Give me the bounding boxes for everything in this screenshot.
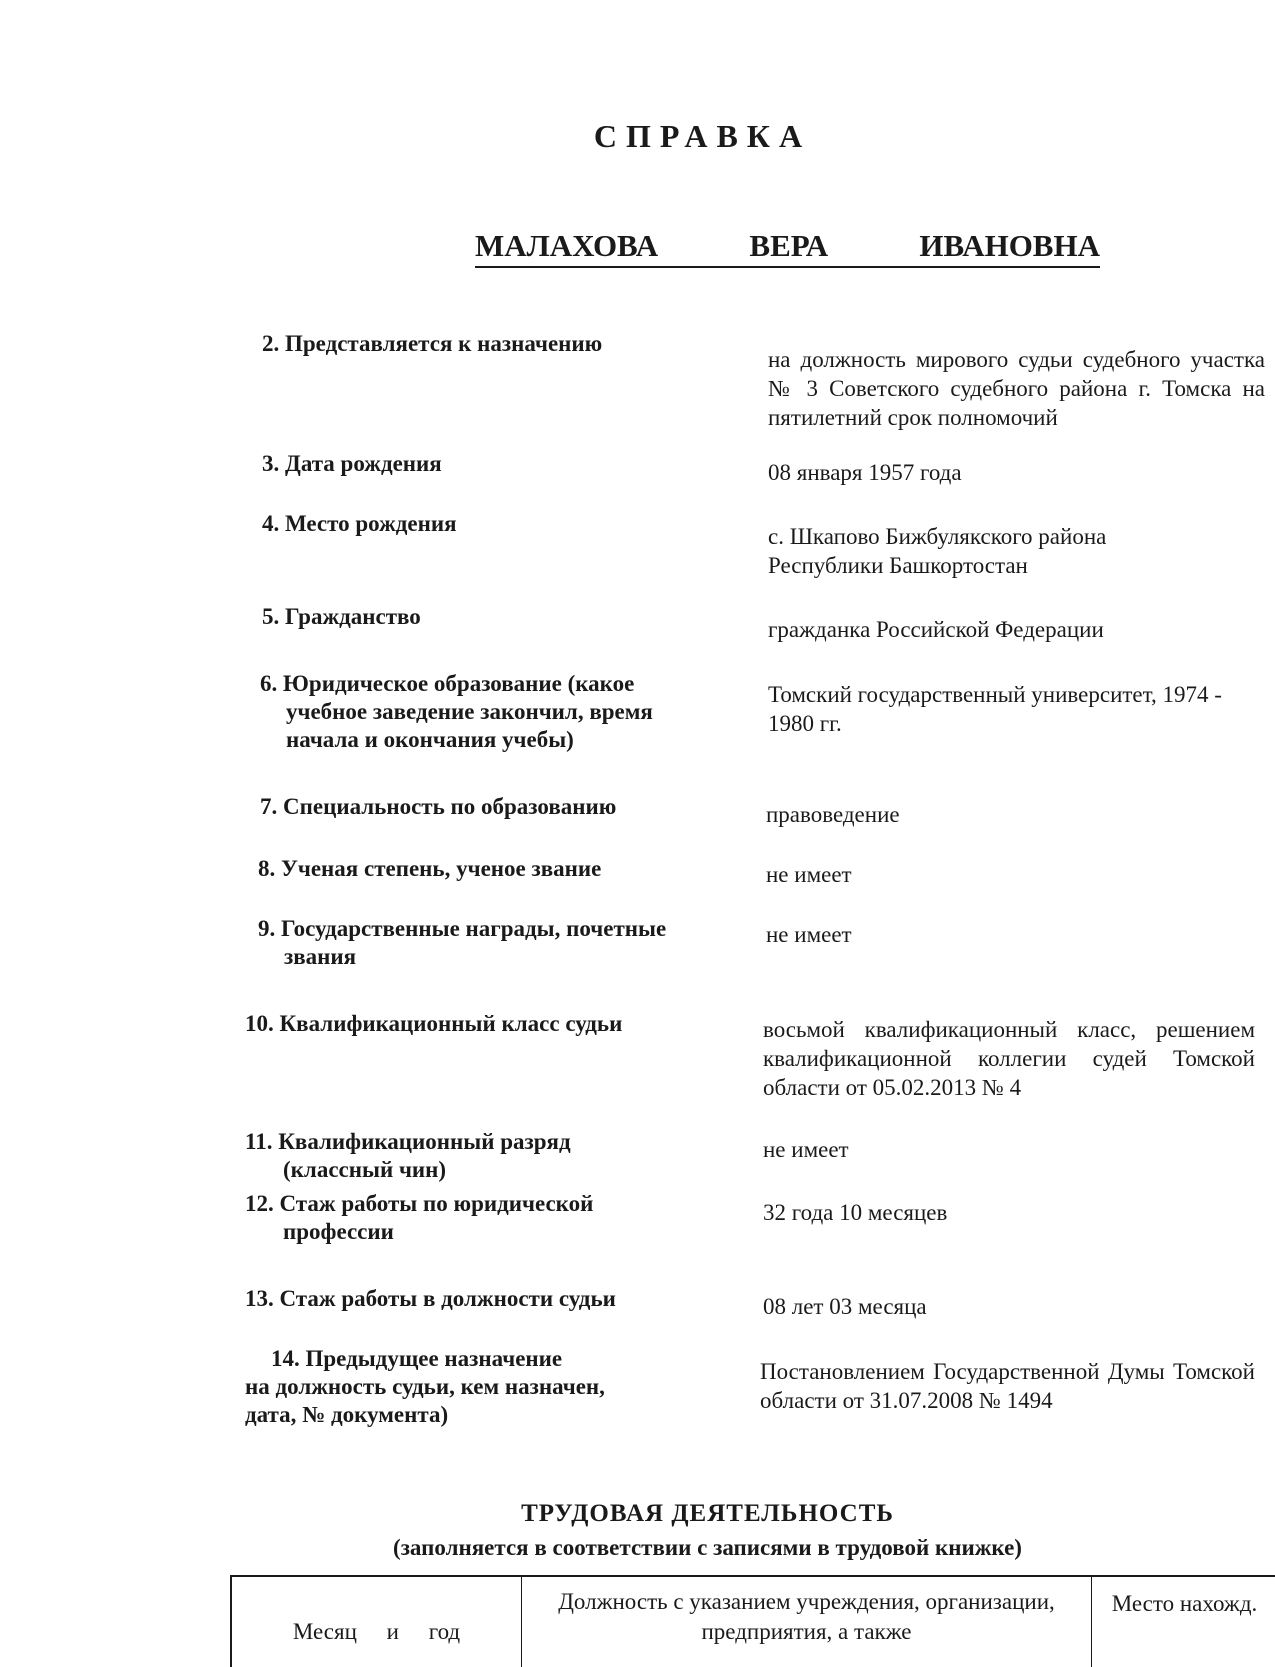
- info-label: 4. Место рождения: [262, 511, 457, 536]
- info-label: 2. Представляется к назначению: [262, 331, 603, 356]
- table-header-location: Место нахожд.: [1111, 1591, 1258, 1616]
- info-label: 13. Стаж работы в должности судьи: [245, 1286, 616, 1311]
- table-header-month-year: Месяц и год: [232, 1577, 522, 1667]
- info-label: 8. Ученая степень, ученое звание: [258, 856, 602, 881]
- work-section-subtitle: (заполняется в соответствии с записями в трудовой книжке): [393, 1535, 1022, 1560]
- info-value: Томский государственный университет, 1974 - 1980 гг.: [768, 682, 1222, 736]
- info-label: 9. Государственные награды, почетные звания: [258, 916, 667, 969]
- document-title: СПРАВКА: [593, 118, 812, 154]
- person-surname: МАЛАХОВА: [475, 228, 659, 263]
- info-label: 6. Юридическое образование (какое учебное заведение закончил, время начала и окончания учебы): [260, 671, 653, 752]
- person-full-name: [475, 228, 1100, 268]
- info-value: не имеет: [766, 862, 852, 887]
- info-value: восьмой квалификационный класс, решением квалификационной коллегии судей Томской области от 05.02.2013 № 4: [763, 1017, 1255, 1100]
- info-label: 12. Стаж работы по юридической профессии: [245, 1191, 594, 1244]
- person-name: ВЕРА: [749, 228, 829, 263]
- info-label: 11. Квалификационный разряд (классный чин): [245, 1129, 571, 1182]
- info-label: 3. Дата рождения: [262, 451, 442, 476]
- info-label: 5. Гражданство: [262, 604, 421, 629]
- person-patronymic: ИВАНОВНА: [919, 228, 1100, 263]
- info-value: гражданка Российской Федерации: [768, 617, 1104, 642]
- info-value: не имеет: [763, 1137, 849, 1162]
- info-value: 08 января 1957 года: [768, 460, 962, 485]
- info-value: на должность мирового судьи судебного участка № 3 Советского судебного района г. Томска на пятилетний срок полномочий: [768, 347, 1265, 430]
- info-label: 7. Специальность по образованию: [260, 794, 617, 819]
- info-value: 32 года 10 месяцев: [763, 1200, 948, 1225]
- info-value: правоведение: [766, 802, 900, 827]
- info-value: Постановлением Государственной Думы Томской области от 31.07.2008 № 1494: [760, 1359, 1255, 1413]
- info-value: с. Шкапово Бижбулякского района Республики Башкортостан: [768, 524, 1107, 578]
- work-section-title: ТРУДОВАЯ ДЕЯТЕЛЬНОСТЬ: [521, 1500, 894, 1527]
- info-label: 14. Предыдущее назначение на должность судьи, кем назначен, дата, № документа): [245, 1346, 605, 1427]
- work-history-table: [230, 1575, 1275, 1667]
- table-header-position: Должность с указанием учреждения, организации, предприятия, а также: [522, 1577, 1092, 1667]
- info-value: 08 лет 03 месяца: [763, 1294, 927, 1319]
- info-value: не имеет: [766, 922, 852, 947]
- info-label: 10. Квалификационный класс судьи: [245, 1011, 623, 1036]
